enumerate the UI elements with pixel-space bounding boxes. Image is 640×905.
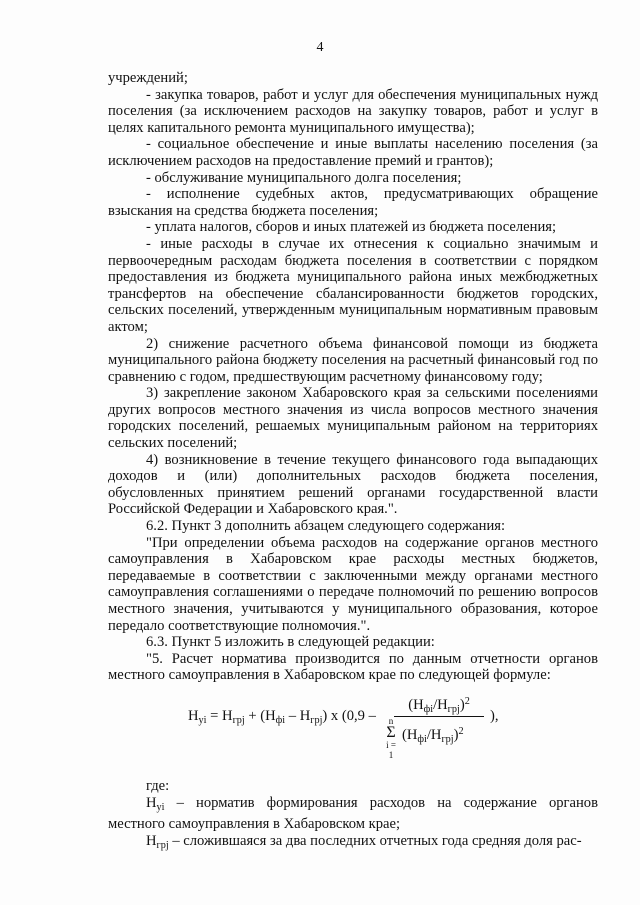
formula-subscript: фi bbox=[423, 704, 434, 715]
definition-subscript: грj bbox=[156, 839, 169, 851]
formula-text: – Н bbox=[285, 708, 311, 724]
formula-text: + (Н bbox=[244, 708, 276, 724]
paragraph: "При определении объема расходов на содержание органов местного самоуправления в Хабаровском крае расходы местных бюджетов, передаваемые в соответствии с заключенными между органами местного самоуправления соглашениями о передаче полномочий по решению вопросов местного значения, учитываются у муниципального образования, которое передало соответствующие полномочия.". bbox=[108, 534, 598, 634]
formula-symbol: Н bbox=[188, 708, 199, 724]
definition-symbol: Н bbox=[146, 832, 157, 849]
page-number: 4 bbox=[316, 40, 324, 55]
formula-subscript: грj bbox=[441, 734, 454, 745]
paragraph: - закупка товаров, работ и услуг для обеспечения муниципальных нужд поселения (за исключением расходов на закупку товаров, работ и услуг в целях капитального ремонта муниципального имущества); bbox=[108, 86, 598, 136]
formula-subscript: грj bbox=[447, 704, 460, 715]
definition-nyi bbox=[108, 795, 598, 833]
paragraph: учреждений; bbox=[108, 70, 188, 86]
summation-sign bbox=[384, 716, 398, 760]
formula-subscript: грj bbox=[310, 715, 323, 726]
body-text bbox=[108, 70, 598, 684]
definition-subscript: yi bbox=[156, 801, 165, 813]
definition-text: – норматив формирования расходов на содержание органов местного самоуправления в Хабаровском крае; bbox=[108, 794, 598, 833]
formula-superscript: 2 bbox=[464, 696, 470, 707]
formula-text: /Н bbox=[426, 727, 442, 743]
paragraph: - уплата налогов, сборов и иных платежей из бюджета поселения; bbox=[146, 219, 557, 236]
where-label: где: bbox=[146, 778, 170, 794]
formula-subscript: yi bbox=[198, 715, 207, 726]
formula-text: (Н bbox=[408, 697, 424, 713]
formula-text: /Н bbox=[433, 697, 448, 713]
paragraph: - социальное обеспечение и иные выплаты населению поселения (за исключением расходов на предоставление премий и грантов); bbox=[108, 136, 598, 169]
definitions bbox=[108, 778, 598, 854]
paragraph: 3) закрепление законом Хабаровского края за сельскими поселениями других вопросов местного значения из числа вопросов местного значения городских поселений, решаемых муниципальным районом на территориях сельских поселений; bbox=[108, 385, 598, 452]
formula-tail: ), bbox=[490, 708, 499, 724]
paragraph: - обслуживание муниципального долга поселения; bbox=[146, 169, 462, 186]
formula-text: (Н bbox=[402, 727, 418, 743]
formula-subscript: фi bbox=[275, 715, 286, 726]
fraction-numerator bbox=[394, 696, 484, 717]
paragraph: "5. Расчет норматива производится по данным отчетности органов местного самоуправления в Хабаровском крае по следующей формуле: bbox=[108, 650, 598, 684]
sum-upper-limit: n bbox=[388, 716, 394, 726]
sum-lower-limit: i = 1 bbox=[386, 740, 396, 760]
definition-ngrpj bbox=[108, 833, 598, 855]
paragraph: 4) возникновение в течение текущего финансового года выпадающих доходов и (или) дополнительных расходов бюджета поселения, обусловленных принятием решений органами государственной власти Российской Федерации и Хабаровского края.". bbox=[108, 451, 598, 518]
sigma-symbol: Σ bbox=[386, 724, 396, 741]
normative-formula bbox=[188, 694, 518, 768]
formula-subscript: фi bbox=[417, 734, 427, 745]
formula-text: ) х (0,9 – bbox=[322, 708, 376, 724]
formula-lhs bbox=[188, 708, 376, 726]
formula-subscript: грj bbox=[232, 715, 245, 726]
paragraph: 6.2. Пункт 3 дополнить абзацем следующего содержания: bbox=[146, 518, 506, 535]
paragraph: - исполнение судебных актов, предусматривающих обращение взыскания на средства бюджета поселения; bbox=[108, 186, 598, 219]
fraction-denominator bbox=[402, 726, 464, 745]
paragraph: 2) снижение расчетного объема финансовой помощи из бюджета муниципального района бюджету поселения на расчетный финансовый год по сравнению с годом, предшествующим расчетному финансовому году; bbox=[108, 335, 598, 385]
formula-text: = Н bbox=[206, 708, 233, 724]
definition-text: – сложившаяся за два последних отчетных года средняя доля рас- bbox=[168, 832, 582, 849]
formula-superscript: 2 bbox=[458, 726, 464, 737]
paragraph: - иные расходы в случае их отнесения к социально значимым и первоочередным расходам бюджета поселения в соответствии с порядком предоставления из бюджета муниципального района иных межбюджетных трансфертов на обеспечение сбалансированности бюджетов городских, сельских поселений, утвержденным муниципальным нормативным правовым актом; bbox=[108, 235, 598, 335]
formula-text: ) bbox=[459, 697, 465, 713]
formula-text: ) bbox=[453, 727, 459, 743]
paragraph: 6.3. Пункт 5 изложить в следующей редакции: bbox=[146, 634, 435, 651]
definition-symbol: Н bbox=[146, 794, 157, 811]
